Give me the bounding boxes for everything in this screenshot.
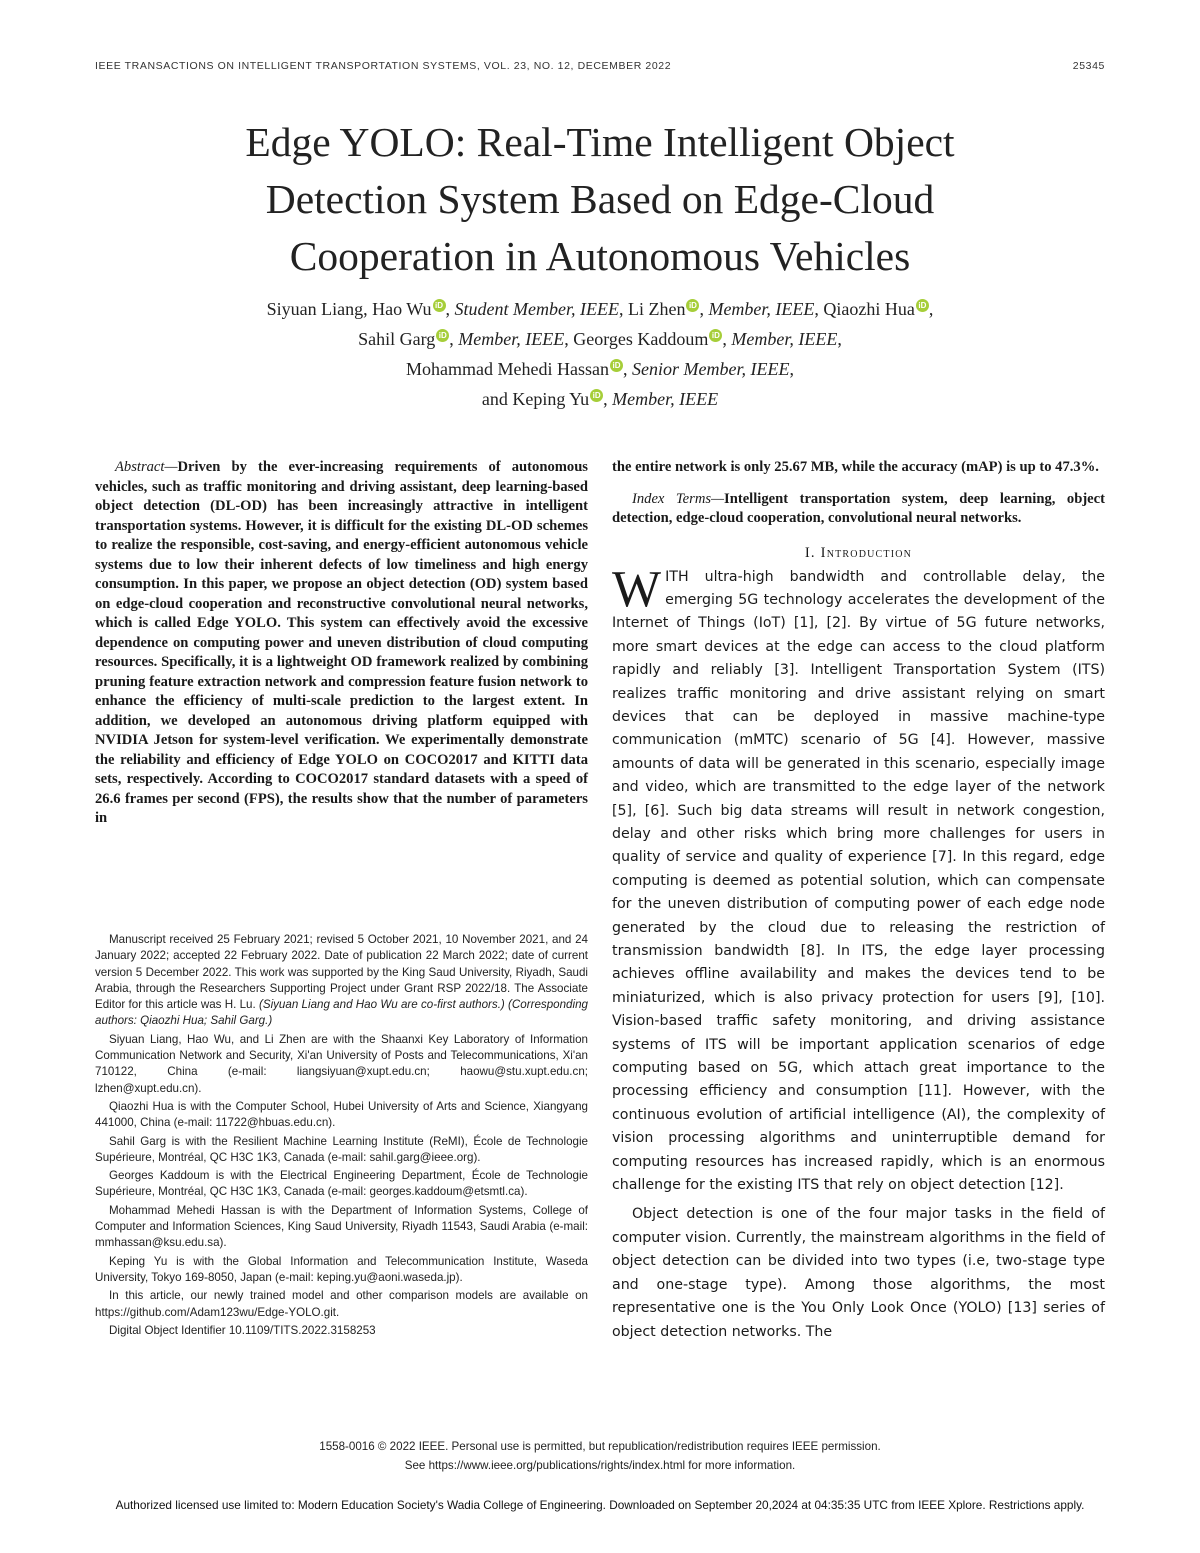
orcid-icon[interactable]: iD (709, 329, 722, 342)
author-line-2: Sahil Garg iD , Member, IEEE, Georges Kaddoum iD , Member, IEEE, (358, 329, 842, 349)
section-heading: I. Introduction (804, 544, 913, 561)
abstract-lead: Abstract— (115, 459, 178, 475)
author-grade: Senior Member, IEEE (632, 359, 790, 379)
index-terms-text: Intelligent transportation system, deep learning, object detection, edge-cloud cooperation, convolutional neural networks. (612, 490, 1105, 526)
orcid-icon[interactable]: iD (610, 359, 623, 372)
abstract-continued: the entire network is only 25.67 MB, while the accuracy (mAP) is up to 47.3%. (612, 459, 1099, 475)
doi-note: Digital Object Identifier 10.1109/TITS.2022.3158253 (109, 1323, 376, 1337)
copyright-line-1: 1558-0016 © 2022 IEEE. Personal use is permitted, but republication/redistribution requires IEEE permission. (319, 1440, 881, 1453)
affiliation-note: Qiaozhi Hua is with the Computer School, Hubei University of Arts and Science, Xiangyang 441000, China (e-mail: 11722@hbuas.edu.cn). (95, 1099, 588, 1130)
introduction-body (612, 560, 1105, 1344)
orcid-icon[interactable]: iD (433, 299, 446, 312)
author-grade: Member, IEEE (731, 329, 838, 349)
author-name: Sahil Garg (358, 329, 436, 349)
abstract (95, 458, 588, 829)
author-name: Georges Kaddoum (573, 329, 709, 349)
title-line-1: Edge YOLO: Real-Time Intelligent Object (245, 119, 955, 165)
orcid-icon[interactable]: iD (686, 299, 699, 312)
affiliation-note: Sahil Garg is with the Resilient Machine Learning Institute (ReMI), École de Technologie Supérieure, Montréal, QC H3C 1K3, Canada (e-mail: sahil.garg@ieee.org). (95, 1134, 588, 1164)
author-grade: Member, IEEE (708, 299, 815, 319)
author-name: Siyuan Liang, Hao Wu (266, 299, 432, 319)
code-availability-note: In this article, our newly trained model and other comparison models are available on https://github.com/Adam123wu/Edge-YOLO.git. (95, 1289, 588, 1319)
orcid-icon[interactable]: iD (916, 299, 929, 312)
copyright-notice (100, 1437, 1100, 1475)
manuscript-note: Manuscript received 25 February 2021; revised 5 October 2021, 10 November 2021, and 24 January 2022; accepted 22 February 2022. Date of publication 22 March 2022; date of current version 5 December 2022. This work was supported by the King Saud University, Riyadh, Saudi Arabia, through the Researchers Supporting Project under Grant RSP 2022/18. The Associate Editor for this article was H. Lu. (Siyuan Liang and Hao Wu are co-first authors.) (Corresponding authors: Qiaozhi Hua; Sahil Garg.) (95, 933, 588, 1028)
orcid-icon[interactable]: iD (590, 389, 603, 402)
footnotes (95, 932, 588, 1341)
journal-name: IEEE TRANSACTIONS ON INTELLIGENT TRANSPORTATION SYSTEMS, VOL. 23, NO. 12, DECEMBER 2022 (95, 60, 672, 72)
title-line-3: Cooperation in Autonomous Vehicles (289, 233, 911, 279)
intro-paragraph-1: WITH ultra-high bandwidth and controllable delay, the emerging 5G technology accelerates the development of the Internet of Things (IoT) [1], [2]. By virtue of 5G future networks, more smart devices at the edge can access to the cloud platform rapidly and reliably [3]. Intelligent Transportation System (ITS) realizes traffic monitoring and drive assistant relying on smart devices that can be deployed in massive machine-type communication (mMTC) scenario of 5G [4]. However, massive amounts of data will be generated in this scenario, especially image and video, which are transmitted to the edge layer of the network [5], [6]. Such big data streams will result in network congestion, delay and other risks which bring more challenges for users in quality of service and quality of experience [7]. In this regard, edge computing is deemed as potential solution, which can compensate for the uneven distribution of computing power of each edge node generated by the cloud due to releasing the restriction of transmission bandwidth [8]. In ITS, the edge layer processing achieves offline availability and makes the devices tend to be miniaturized, which is also privacy protection for users [9], [10]. Vision-based traffic safety monitoring, and driving assistance systems of ITS will be important application scenarios of edge computing based on 5G, which attach great importance to the processing efficiency and consumption [11]. However, with the continuous evolution of artificial intelligence (AI), the complexity of vision processing algorithms and uninterruptible demand for computing resources has increased rapidly, which is an enormous challenge for the existing ITS that rely on object detection [12]. (612, 560, 1105, 1194)
author-line-1: Siyuan Liang, Hao Wu iD , Student Member, IEEE, Li Zhen iD , Member, IEEE, Qiaozhi Hua iD , (266, 299, 934, 319)
authorized-use-banner: Authorized licensed use limited to: Modern Education Society's Wadia College of Engineering. Downloaded on September 20,2024 at 04:35:35 UTC from IEEE Xplore. Restrictions apply. (115, 1498, 1085, 1512)
abstract-text: Driven by the ever-increasing requirements of autonomous vehicles, such as traffic monitoring and driving assistant, deep learning-based object detection (DL-OD) has been increasingly attractive in intelligent transportation systems. However, it is difficult for the existing DL-OD schemes to realize the responsible, cost-saving, and energy-efficient autonomous vehicle systems due to low their inherent defects of low timeliness and high energy consumption. In this paper, we propose an object detection (OD) system based on edge-cloud cooperation and reconstructive convolutional neural networks, which is called Edge YOLO. This system can effectively avoid the excessive dependence on computing power and uneven distribution of cloud computing resources. Specifically, it is a lightweight OD framework realized by combining pruning feature extraction network and compression feature fusion network to enhance the efficiency of multi-scale prediction to the largest extent. In addition, we developed an autonomous driving platform equipped with NVIDIA Jetson for system-level verification. We experimentally demonstrate the reliability and efficiency of Edge YOLO on COCO2017 and KITTI data sets, respectively. According to COCO2017 standard datasets with a speed of 26.6 frames per second (FPS), the results show that the number of parameters in (95, 459, 588, 826)
right-column (612, 458, 1105, 1344)
author-grade: Member, IEEE (612, 389, 719, 409)
affiliation-note: Mohammad Mehedi Hassan is with the Department of Information Systems, College of Computer and Information Sciences, King Saud University, Riyadh 11543, Saudi Arabia (e-mail: mmhassan@ksu.edu.sa). (95, 1203, 588, 1250)
affiliation-note: Siyuan Liang, Hao Wu, and Li Zhen are with the Shaanxi Key Laboratory of Information Communication Network and Security, Xi'an University of Posts and Telecommunications, Xi'an 710122, China (e-mail: liangsiyuan@xupt.edu.cn; haowu@stu.xupt.edu.cn; lzhen@xupt.edu.cn). (95, 1032, 588, 1095)
title-line-2: Detection System Based on Edge-Cloud (265, 176, 935, 222)
index-terms-lead: Index Terms— (632, 490, 725, 507)
drop-cap: W (612, 560, 662, 618)
affiliation-note: Georges Kaddoum is with the Electrical Engineering Department, École de Technologie Supérieure, Montréal, QC H3C 1K3, Canada (e-mail: georges.kaddoum@etsmtl.ca). (95, 1169, 588, 1199)
orcid-icon[interactable]: iD (436, 329, 449, 342)
index-terms (612, 490, 1105, 529)
author-list (100, 294, 1100, 414)
copyright-line-2: See https://www.ieee.org/publications/rights/index.html for more information. (404, 1459, 796, 1472)
intro-paragraph-2: Object detection is one of the four major tasks in the field of computer vision. Currently, the mainstream algorithms in the field of object detection can be divided into two types (i.e, two-stage type and one-stage type). Among those algorithms, the most representative one is the You Only Look Once (YOLO) [13] series of object detection networks. The (612, 1206, 1105, 1340)
author-name: Mohammad Mehedi Hassan (406, 359, 609, 379)
running-head (95, 60, 1105, 76)
author-grade: Student Member, IEEE (454, 299, 619, 319)
author-name: Qiaozhi Hua (823, 299, 915, 319)
author-grade: Member, IEEE (458, 329, 565, 349)
affiliation-note: Keping Yu is with the Global Information and Telecommunication Institute, Waseda University, Tokyo 169-8050, Japan (e-mail: keping.yu@aoni.waseda.jp). (95, 1254, 588, 1284)
paper-title (100, 114, 1100, 285)
corresponding-authors-note: (Siyuan Liang and Hao Wu are co-first authors.) (Corresponding authors: Qiaozhi Hua; Sahil Garg.) (95, 998, 588, 1028)
page-number: 25345 (1072, 60, 1105, 72)
author-name: Li Zhen (627, 299, 686, 319)
author-line-3: Mohammad Mehedi Hassan iD , Senior Member, IEEE, (406, 359, 794, 379)
author-line-4: and Keping Yu iD , Member, IEEE (481, 389, 719, 409)
author-name: and Keping Yu (481, 389, 590, 409)
